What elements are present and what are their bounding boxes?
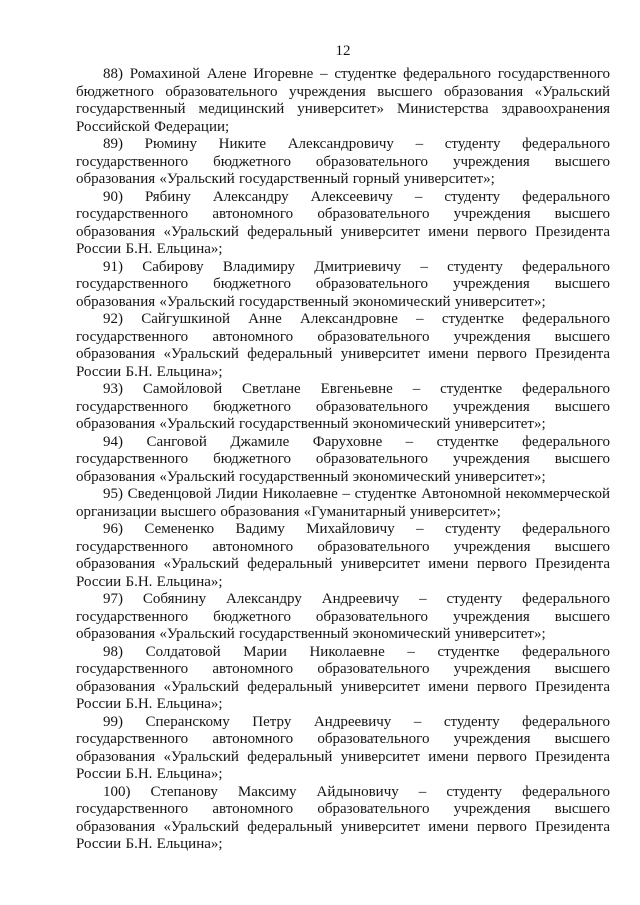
list-item-98: 98) Солдатовой Марии Николаевне – студентке федерального государственного автономного образовательного учреждения высшего образования «Уральский федеральный университет имени первого Президента России Б.Н. Ельцина»; bbox=[76, 643, 610, 712]
page-number: 12 bbox=[335, 43, 351, 59]
document-body bbox=[76, 66, 610, 854]
list-item-88: 88) Ромахиной Алене Игоревне – студентке федерального государственного бюджетного образовательного учреждения высшего образования «Уральский государственный медицинский университет» Министерства здравоохранения Российской Федерации; bbox=[76, 66, 610, 135]
list-item-90: 90) Рябину Александру Алексеевичу – студенту федерального государственного автономного образовательного учреждения высшего образования «Уральский федеральный университет имени первого Президента России Б.Н. Ельцина»; bbox=[76, 188, 610, 257]
list-item-92: 92) Сайгушкиной Анне Александровне – студентке федерального государственного автономного образовательного учреждения высшего образования «Уральский федеральный университет имени первого Президента России Б.Н. Ельцина»; bbox=[76, 311, 610, 380]
list-item-94: 94) Санговой Джамиле Фаруховне – студентке федерального государственного бюджетного образовательного учреждения высшего образования «Уральский государственный экономический университет»; bbox=[76, 433, 610, 485]
list-item-89: 89) Рюмину Никите Александровичу – студенту федерального государственного бюджетного образовательного учреждения высшего образования «Уральский государственный горный университет»; bbox=[76, 136, 610, 187]
list-item-100: 100) Степанову Максиму Айдыновичу – студенту федерального государственного автономного образовательного учреждения высшего образования «Уральский федеральный университет имени первого Президента России Б.Н. Ельцина»; bbox=[76, 783, 610, 852]
list-item-97: 97) Собянину Александру Андреевичу – студенту федерального государственного бюджетного образовательного учреждения высшего образования «Уральский государственный экономический университет»; bbox=[76, 591, 610, 642]
list-item-96: 96) Семененко Вадиму Михайловичу – студенту федерального государственного автономного образовательного учреждения высшего образования «Уральский федеральный университет имени первого Президента России Б.Н. Ельцина»; bbox=[76, 521, 610, 590]
list-item-95: 95) Сведенцовой Лидии Николаевне – студентке Автономной некоммерческой организации высшего образования «Гуманитарный университет»; bbox=[76, 486, 610, 520]
list-item-91: 91) Сабирову Владимиру Дмитриевичу – студенту федерального государственного бюджетного образовательного учреждения высшего образования «Уральский государственный экономический университет»; bbox=[76, 258, 610, 310]
list-item-93: 93) Самойловой Светлане Евгеньевне – студентке федерального государственного бюджетного образовательного учреждения высшего образования «Уральский государственный экономический университет»; bbox=[76, 381, 610, 432]
list-item-99: 99) Сперанскому Петру Андреевичу – студенту федерального государственного автономного образовательного учреждения высшего образования «Уральский федеральный университет имени первого Президента России Б.Н. Ельцина»; bbox=[76, 713, 610, 782]
